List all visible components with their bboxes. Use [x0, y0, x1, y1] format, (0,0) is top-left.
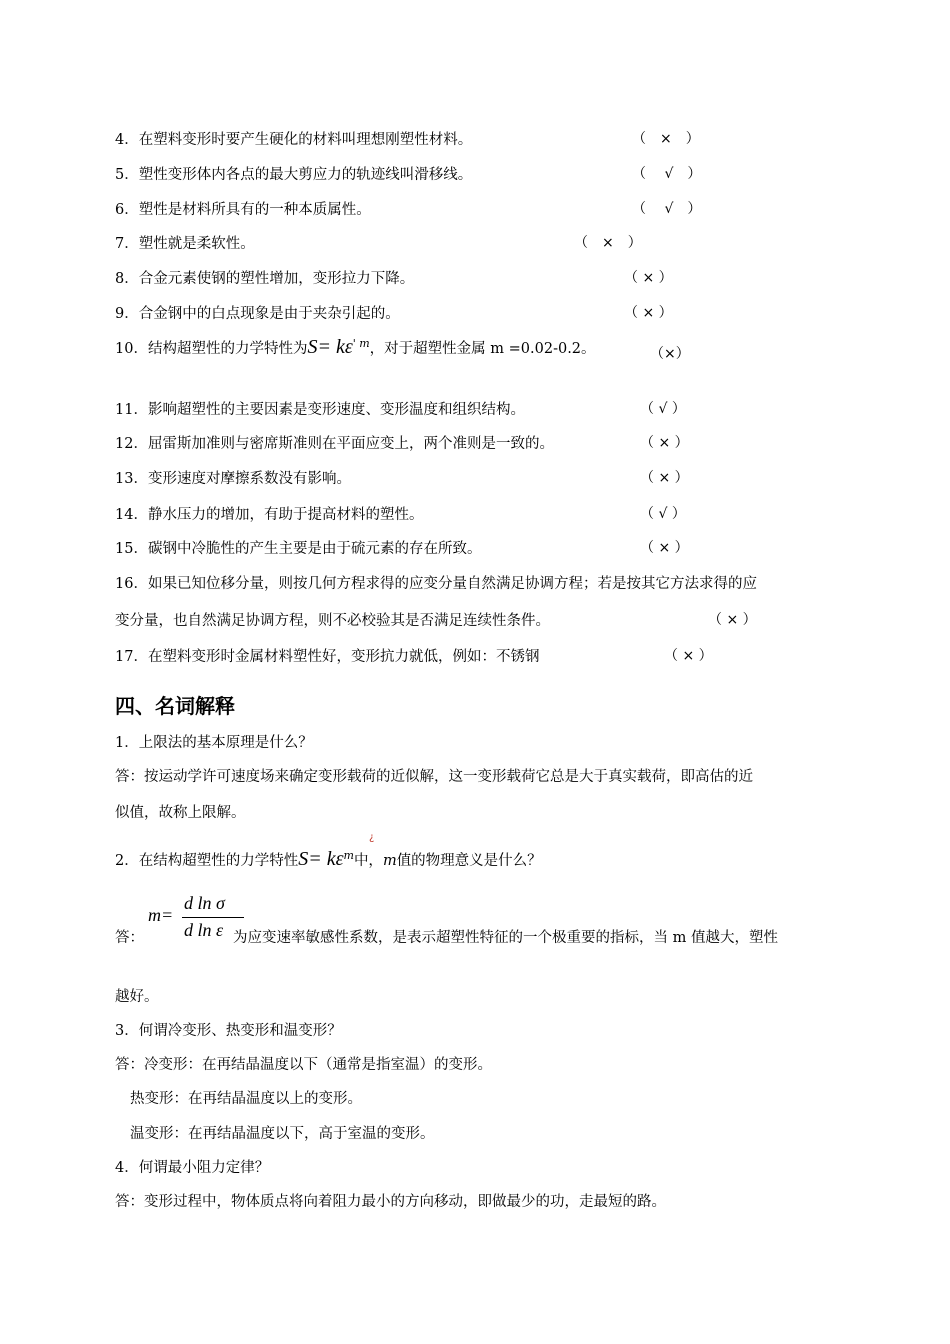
- judgment-item-11-text: 11．影响超塑性的主要因素是变形速度、变形温度和组织结构。: [115, 402, 525, 418]
- q2-question-after: 中，: [353, 853, 383, 869]
- judgment-item-17-mark: （ × ）: [664, 648, 713, 664]
- q2-answer-prefix: 答：: [115, 930, 144, 946]
- judgment-item-16-text: 16．如果已知位移分量，则按几何方程求得的应变分量自然满足协调方程；若是按其它方法求得的应: [115, 576, 757, 592]
- judgment-item-5-mark: （ √ ）: [632, 166, 702, 182]
- judgment-item-9-mark: （ × ）: [624, 305, 673, 321]
- q2-question-m: m: [382, 853, 397, 869]
- judgment-item-4-mark: （ × ）: [632, 131, 700, 147]
- judgment-item-10-text-after: ，对于超塑性金属 m =0.02-0.2。: [369, 341, 596, 357]
- q2-formula: S= kε: [298, 848, 344, 870]
- superplastic-formula-exponent: ' m: [352, 337, 370, 351]
- q2-question-before: 2．在结构超塑性的力学特性: [115, 853, 299, 869]
- q3-answer-warm: 温变形：在再结晶温度以下，高于室温的变形。: [130, 1126, 435, 1142]
- judgment-item-12-mark: （ × ）: [640, 435, 689, 451]
- judgment-item-4-text: 4．在塑料变形时要产生硬化的材料叫理想刚塑性材料。: [115, 132, 473, 148]
- q1-answer-cont: 似值，故称上限解。: [115, 805, 246, 821]
- q2-formula-mark: ¿: [369, 832, 375, 843]
- q2-answer-cont: 越好。: [115, 989, 159, 1005]
- q3-question: 3．何谓冷变形、热变形和温变形？: [115, 1023, 342, 1039]
- judgment-item-7-text: 7．塑性就是柔软性。: [115, 236, 255, 252]
- q1-answer: 答：按运动学许可速度场来确定变形载荷的近似解，这一变形载荷它总是大于真实载荷，即高估的近: [115, 769, 753, 785]
- q4-question: 4．何谓最小阻力定律？: [115, 1160, 270, 1176]
- q3-answer-cold: 答：冷变形：在再结晶温度以下（通常是指室温）的变形。: [115, 1057, 492, 1073]
- judgment-item-10-text-before: 10．结构超塑性的力学特性为: [115, 341, 308, 357]
- judgment-item-8-mark: （ × ）: [624, 270, 673, 286]
- q2-formula-exponent: m: [343, 849, 354, 863]
- judgment-item-15-mark: （ × ）: [640, 540, 689, 556]
- judgment-item-12-text: 12．屈雷斯加准则与密席斯准则在平面应变上，两个准则是一致的。: [115, 436, 554, 452]
- judgment-item-6-mark: （ √ ）: [632, 201, 702, 217]
- judgment-item-8-text: 8．合金元素使钢的塑性增加，变形拉力下降。: [115, 271, 415, 287]
- q2-question-end: 值的物理意义是什么？: [396, 853, 542, 869]
- frac-numerator: d ln σ: [184, 893, 225, 913]
- judgment-item-15-text: 15．碳钢中冷脆性的产生主要是由于硫元素的存在所致。: [115, 541, 482, 557]
- superplastic-formula: S= kε: [307, 336, 353, 358]
- judgment-item-9-text: 9．合金钢中的白点现象是由于夹杂引起的。: [115, 306, 400, 322]
- judgment-item-14-text: 14．静水压力的增加，有助于提高材料的塑性。: [115, 507, 424, 523]
- frac-lhs: m=: [148, 905, 174, 925]
- judgment-item-10: [115, 336, 596, 359]
- q3-answer-hot: 热变形：在再结晶温度以上的变形。: [130, 1091, 362, 1107]
- judgment-item-13-text: 13．变形速度对摩擦系数没有影响。: [115, 471, 351, 487]
- frac-denominator: d ln ε: [184, 920, 224, 940]
- judgment-item-5-text: 5．塑性变形体内各点的最大剪应力的轨迹线叫滑移线。: [115, 167, 473, 183]
- q1-question: 1．上限法的基本原理是什么？: [115, 735, 313, 751]
- q2-answer-text: 为应变速率敏感性系数，是表示超塑性特征的一个极重要的指标，当 m 值越大，塑性: [233, 930, 778, 946]
- q2-question: [115, 848, 542, 871]
- judgment-item-10-mark: （×）: [650, 346, 690, 362]
- judgment-item-6-text: 6．塑性是材料所具有的一种本质属性。: [115, 202, 371, 218]
- q4-answer: 答：变形过程中，物体质点将向着阻力最小的方向移动，即做最少的功，走最短的路。: [115, 1194, 666, 1210]
- judgment-item-7-mark: （ × ）: [574, 235, 642, 251]
- section-title: 四、名词解释: [115, 694, 235, 718]
- judgment-item-17-text: 17．在塑料变形时金属材料塑性好，变形抗力就低，例如：不锈钢: [115, 649, 540, 665]
- judgment-item-11-mark: （ √ ）: [640, 401, 686, 417]
- frac-bar: [182, 917, 244, 918]
- judgment-item-16-mark: （ × ）: [708, 612, 757, 628]
- judgment-item-16-text-cont: 变分量，也自然满足协调方程，则不必校验其是否满足连续性条件。: [115, 613, 550, 629]
- judgment-item-13-mark: （ × ）: [640, 470, 689, 486]
- judgment-item-14-mark: （ √ ）: [640, 506, 686, 522]
